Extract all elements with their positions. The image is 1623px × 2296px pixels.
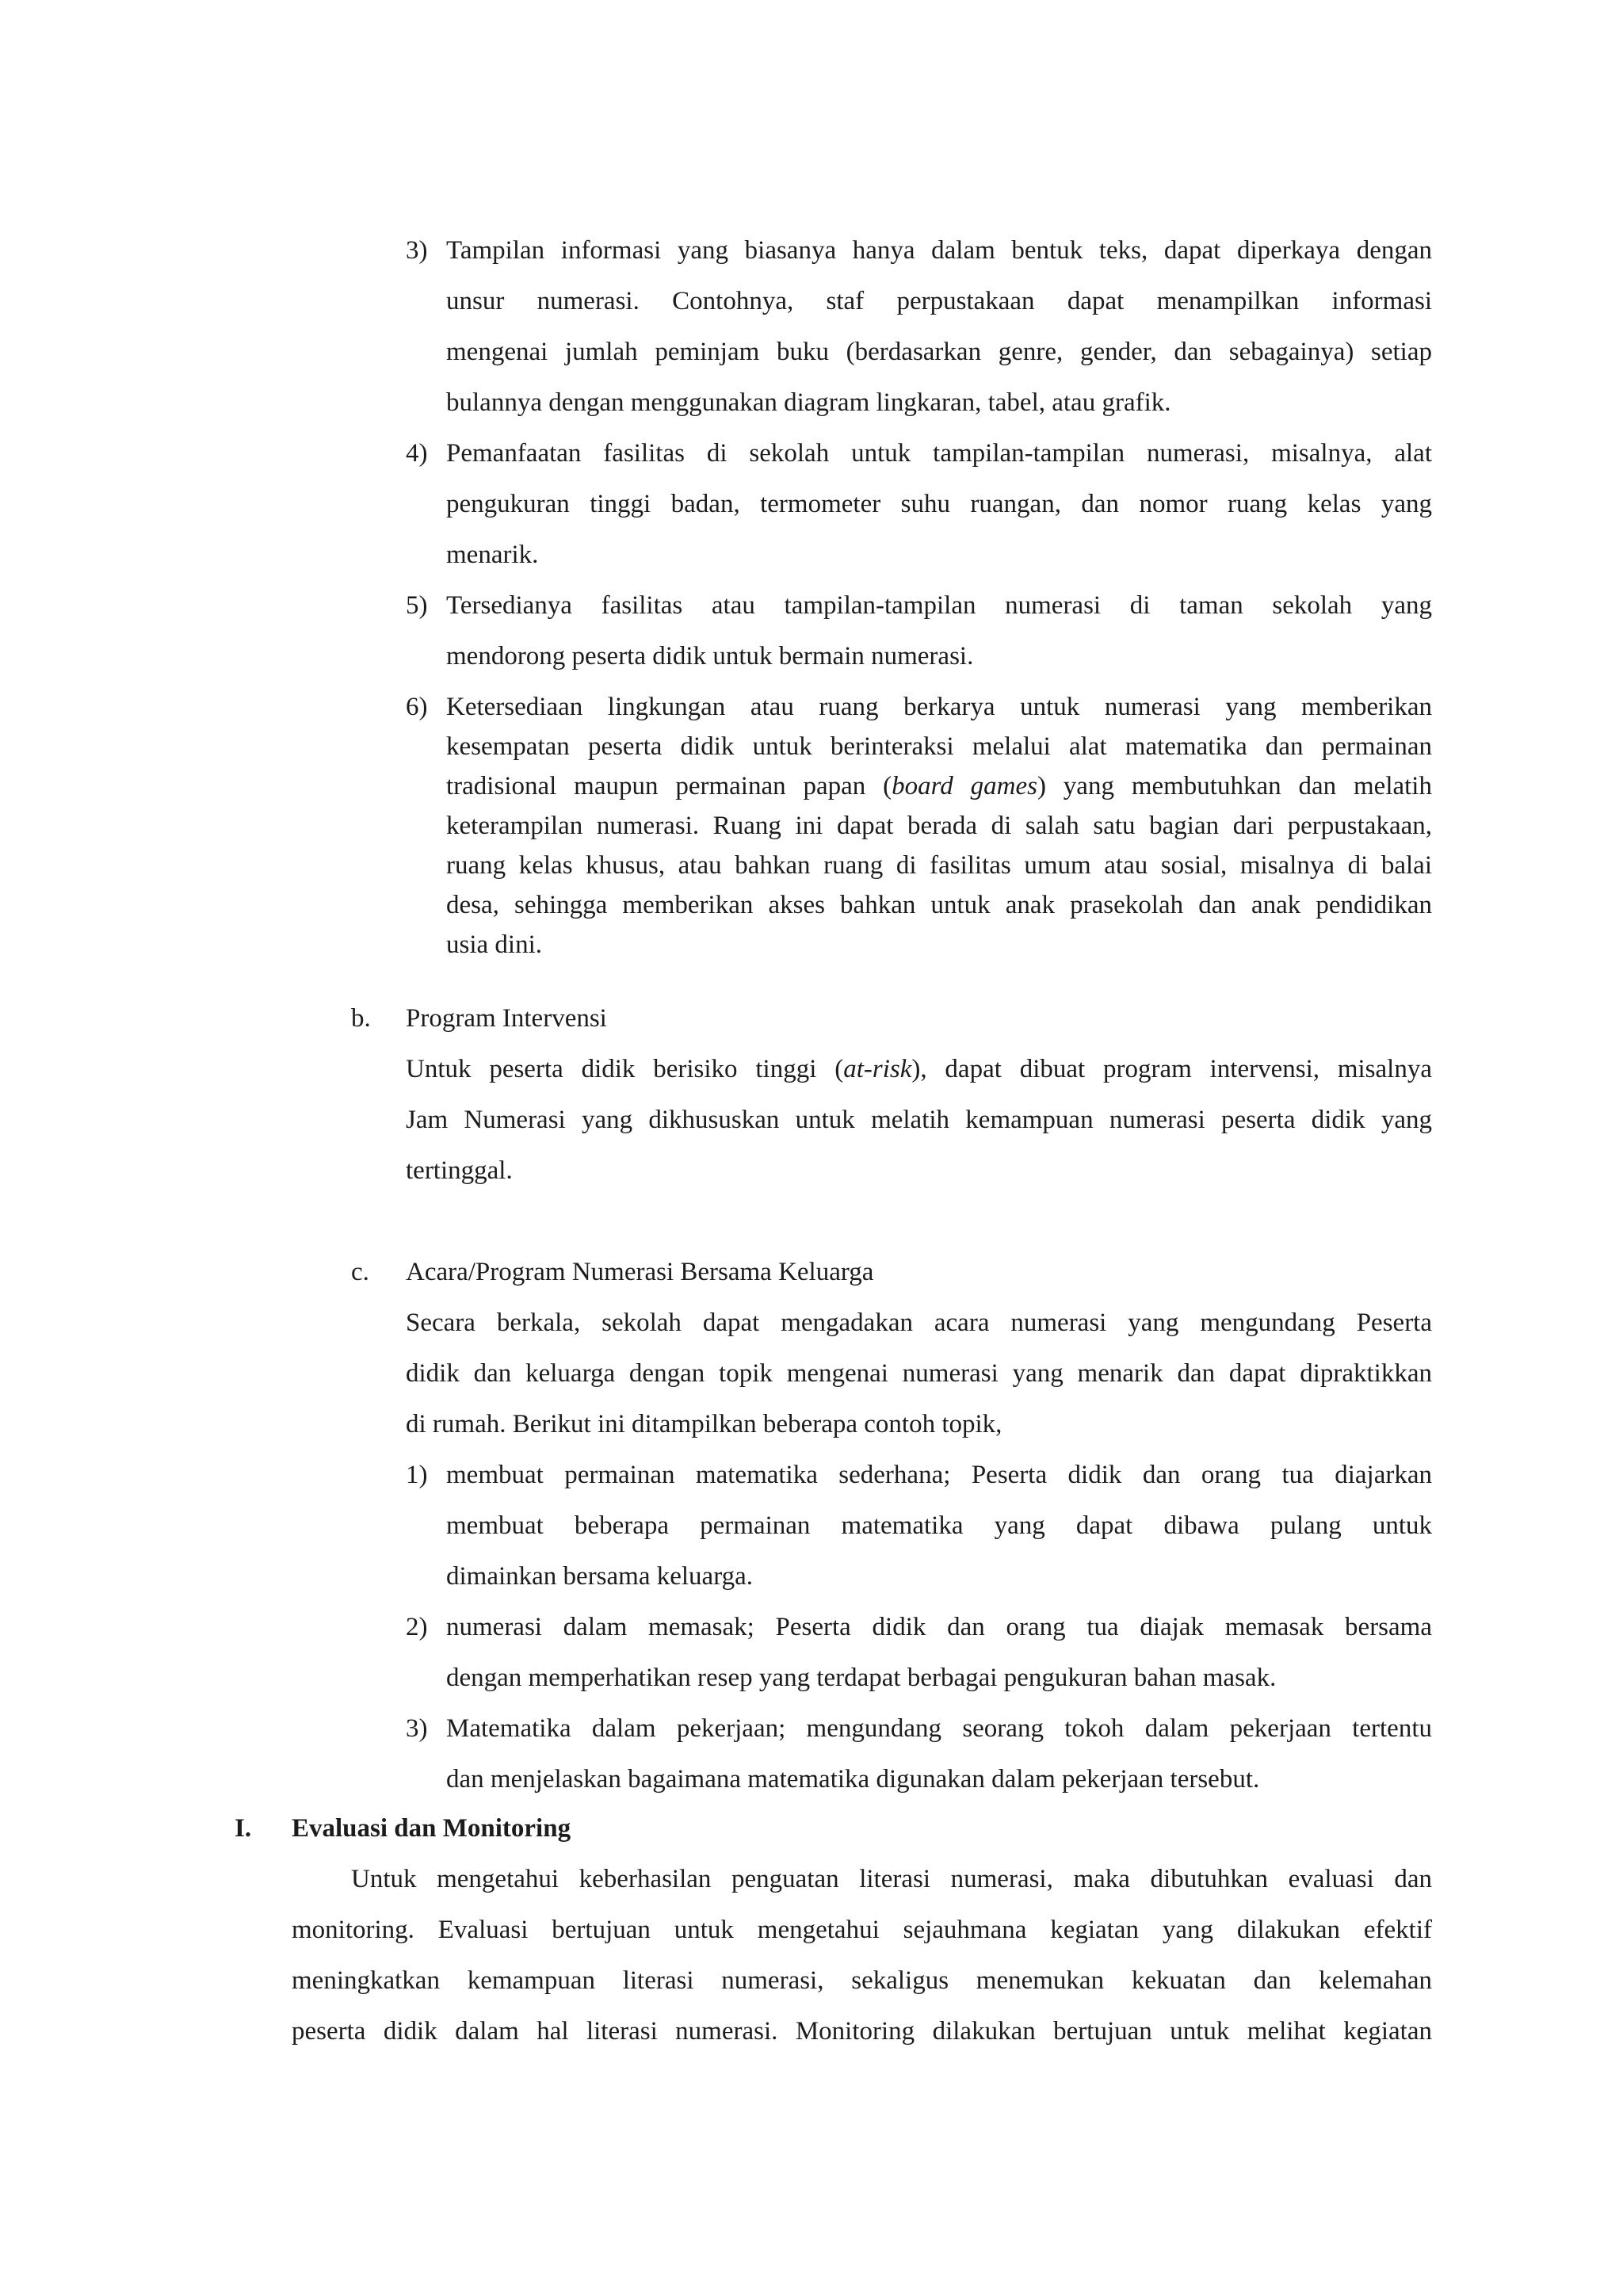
- italic-term: at-risk: [843, 1055, 912, 1083]
- paragraph-line: didik dan keluarga dengan topik mengenai numerasi yang menarik dan dapat dipraktikkan: [406, 1359, 1432, 1388]
- text-run: Untuk peserta didik berisiko tinggi (: [406, 1055, 844, 1083]
- list-item-line: membuat permainan matematika sederhana; Peserta didik dan orang tua diajarkan: [446, 1461, 1432, 1489]
- list-item-line: keterampilan numerasi. Ruang ini dapat berada di salah satu bagian dari perpustakaan,: [446, 812, 1432, 840]
- list-item-line: ruang kelas khusus, atau bahkan ruang di fasilitas umum atau sosial, misalnya di balai: [446, 851, 1432, 880]
- list-item-line: mendorong peserta didik untuk bermain numerasi.: [446, 642, 974, 670]
- list-item-line: kesempatan peserta didik untuk berinteraksi melalui alat matematika dan permainan: [446, 732, 1432, 761]
- list-marker: 2): [406, 1613, 428, 1641]
- list-item-line: usia dini.: [446, 930, 542, 959]
- list-item-line: [446, 770, 1432, 802]
- list-item-line: Tersedianya fasilitas atau tampilan-tampilan numerasi di taman sekolah yang: [446, 591, 1432, 620]
- section-marker: c.: [351, 1258, 369, 1286]
- section-marker: I.: [235, 1814, 252, 1843]
- list-marker: 3): [406, 1714, 428, 1743]
- text-run: ) yang membutuhkan dan melatih: [1037, 772, 1432, 800]
- section-marker: b.: [351, 1004, 371, 1033]
- paragraph-line: di rumah. Berikut ini ditampilkan beberapa contoh topik,: [406, 1410, 1002, 1438]
- list-item-line: pengukuran tinggi badan, termometer suhu ruangan, dan nomor ruang kelas yang: [446, 490, 1432, 518]
- section-title: Program Intervensi: [406, 1004, 607, 1033]
- list-marker: 1): [406, 1461, 428, 1489]
- list-item-line: Ketersediaan lingkungan atau ruang berkarya untuk numerasi yang memberikan: [446, 693, 1432, 721]
- list-item-line: mengenai jumlah peminjam buku (berdasarkan genre, gender, dan sebagainya) setiap: [446, 338, 1432, 366]
- section-title: Acara/Program Numerasi Bersama Keluarga: [406, 1258, 874, 1286]
- list-marker: 6): [406, 693, 428, 721]
- list-item-line: dan menjelaskan bagaimana matematika digunakan dalam pekerjaan tersebut.: [446, 1765, 1260, 1794]
- list-marker: 3): [406, 236, 428, 265]
- list-item-line: dengan memperhatikan resep yang terdapat berbagai pengukuran bahan masak.: [446, 1664, 1277, 1692]
- paragraph-line: peserta didik dalam hal literasi numerasi. Monitoring dilakukan bertujuan untuk melihat kegiatan: [292, 2017, 1432, 2046]
- list-item-line: unsur numerasi. Contohnya, staf perpustakaan dapat menampilkan informasi: [446, 287, 1432, 315]
- list-item-line: menarik.: [446, 541, 539, 569]
- list-item-line: numerasi dalam memasak; Peserta didik dan orang tua diajak memasak bersama: [446, 1613, 1432, 1641]
- italic-term: board games: [892, 772, 1037, 800]
- paragraph-line: Jam Numerasi yang dikhususkan untuk melatih kemampuan numerasi peserta didik yang: [406, 1106, 1432, 1134]
- list-item-line: membuat beberapa permainan matematika yang dapat dibawa pulang untuk: [446, 1511, 1432, 1540]
- list-item-line: bulannya dengan menggunakan diagram lingkaran, tabel, atau grafik.: [446, 388, 1171, 417]
- paragraph-line: Untuk mengetahui keberhasilan penguatan literasi numerasi, maka dibutuhkan evaluasi dan: [351, 1865, 1432, 1893]
- paragraph-line: tertinggal.: [406, 1156, 513, 1185]
- section-heading: Evaluasi dan Monitoring: [292, 1814, 571, 1843]
- paragraph-line: [406, 1053, 1432, 1085]
- list-marker: 4): [406, 439, 428, 468]
- text-run: tradisional maupun permainan papan (: [446, 772, 892, 800]
- list-item-line: Matematika dalam pekerjaan; mengundang seorang tokoh dalam pekerjaan tertentu: [446, 1714, 1432, 1743]
- list-item-line: desa, sehingga memberikan akses bahkan untuk anak prasekolah dan anak pendidikan: [446, 891, 1432, 919]
- paragraph-line: Secara berkala, sekolah dapat mengadakan acara numerasi yang mengundang Peserta: [406, 1308, 1432, 1337]
- paragraph-line: monitoring. Evaluasi bertujuan untuk mengetahui sejauhmana kegiatan yang dilakukan efektif: [292, 1916, 1432, 1944]
- list-marker: 5): [406, 591, 428, 620]
- text-run: ), dapat dibuat program intervensi, misalnya: [911, 1055, 1432, 1083]
- list-item-line: Tampilan informasi yang biasanya hanya dalam bentuk teks, dapat diperkaya dengan: [446, 236, 1432, 265]
- list-item-line: dimainkan bersama keluarga.: [446, 1562, 753, 1591]
- list-item-line: Pemanfaatan fasilitas di sekolah untuk tampilan-tampilan numerasi, misalnya, alat: [446, 439, 1432, 468]
- paragraph-line: meningkatkan kemampuan literasi numerasi, sekaligus menemukan kekuatan dan kelemahan: [292, 1966, 1432, 1995]
